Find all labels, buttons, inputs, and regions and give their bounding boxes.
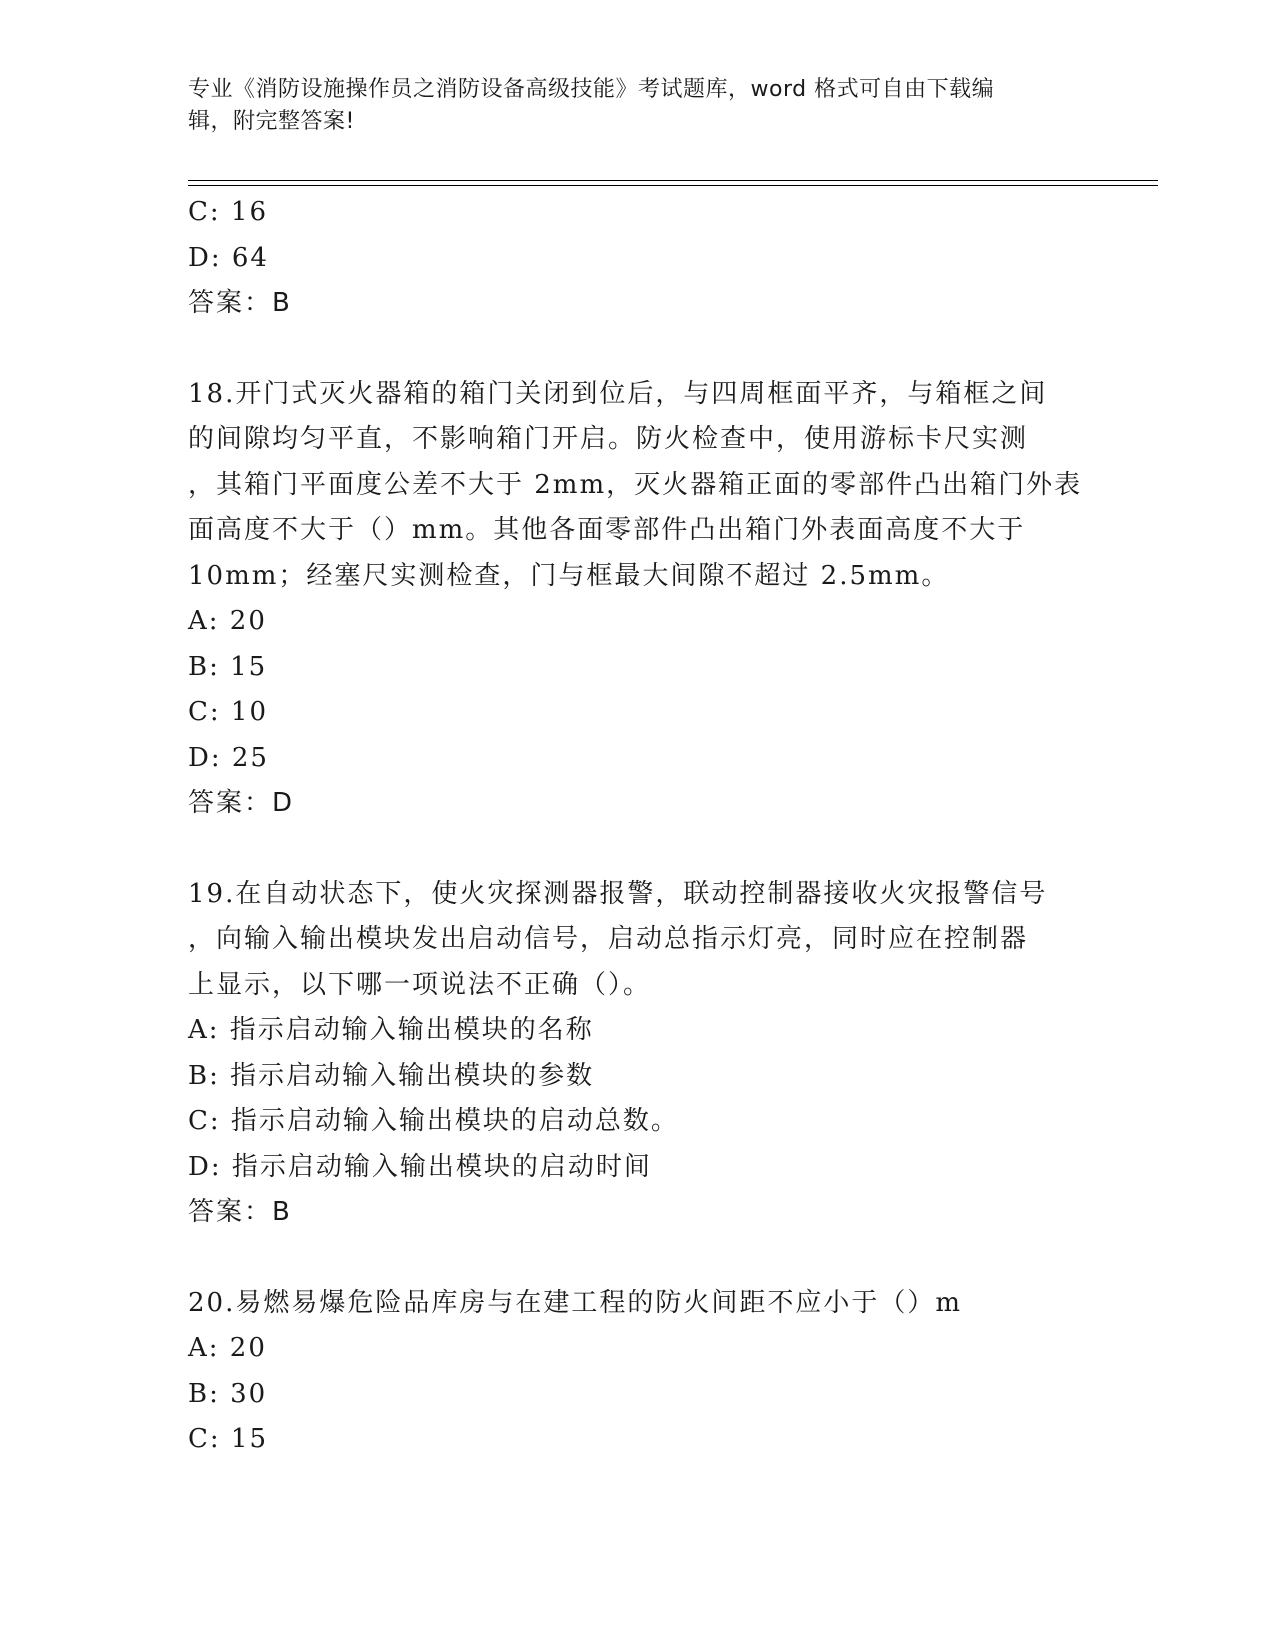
option-c: C: 10: [188, 697, 269, 727]
question-text-line: 18.开门式灭火器箱的箱门关闭到位后，与四周框面平齐，与箱框之间: [188, 378, 1048, 409]
option-d: D: 指示启动输入输出模块的启动时间: [188, 1151, 652, 1182]
option-a: A: 20: [188, 606, 267, 636]
option-a: A: 20: [188, 1333, 267, 1363]
question-18: [188, 372, 1088, 827]
spacer: [188, 827, 1088, 872]
question-text-line: 19.在自动状态下，使火灾探测器报警，联动控制器接收火灾报警信号: [188, 878, 1048, 909]
option-b: B: 30: [188, 1378, 268, 1409]
option-d: D: 64: [188, 242, 269, 273]
question-text-line: 10mm；经塞尺实测检查，门与框最大间隙不超过 2.5mm。: [188, 560, 950, 591]
header-line-2: 辑，附完整答案!: [188, 109, 355, 134]
option-d: D: 25: [188, 742, 269, 773]
option-c: C: 15: [188, 1424, 269, 1454]
document-body: [188, 190, 1088, 1463]
option-b: B: 15: [188, 651, 268, 682]
question-text-line: 的间隙均匀平直，不影响箱门开启。防火检查中，使用游标卡尺实测: [188, 424, 1029, 454]
option-c: C: 16: [188, 197, 269, 227]
question-20: [188, 1281, 1088, 1463]
answer-line: 答案：B: [188, 288, 292, 318]
option-a: A: 指示启动输入输出模块的名称: [188, 1015, 594, 1045]
question-text-line: 上显示，以下哪一项说法不正确（）。: [188, 969, 652, 1000]
question-text-line: ，向输入输出模块发出启动信号，启动总指示灯亮，同时应在控制器: [188, 924, 1029, 954]
question-19: [188, 872, 1088, 1236]
document-header: [188, 74, 1078, 138]
spacer: [188, 327, 1088, 372]
answer-line: 答案：B: [188, 1197, 292, 1227]
option-c: C: 指示启动输入输出模块的启动总数。: [188, 1106, 679, 1136]
answer-line: 答案：D: [188, 788, 295, 818]
header-line-1: 专业《消防设施操作员之消防设备高级技能》考试题库，word 格式可自由下载编: [188, 77, 995, 102]
spacer: [188, 1236, 1088, 1281]
question-text-line: 20.易燃易爆危险品库房与在建工程的防火间距不应小于（）m: [188, 1287, 963, 1318]
option-b: B: 指示启动输入输出模块的参数: [188, 1060, 595, 1091]
question-17-tail: [188, 190, 1088, 327]
question-text-line: 面高度不大于（）mm。其他各面零部件凸出箱门外表面高度不大于: [188, 515, 1026, 545]
question-text-line: ，其箱门平面度公差不大于 2mm，灭火器箱正面的零部件凸出箱门外表: [188, 469, 1083, 500]
header-divider: [188, 180, 1158, 186]
